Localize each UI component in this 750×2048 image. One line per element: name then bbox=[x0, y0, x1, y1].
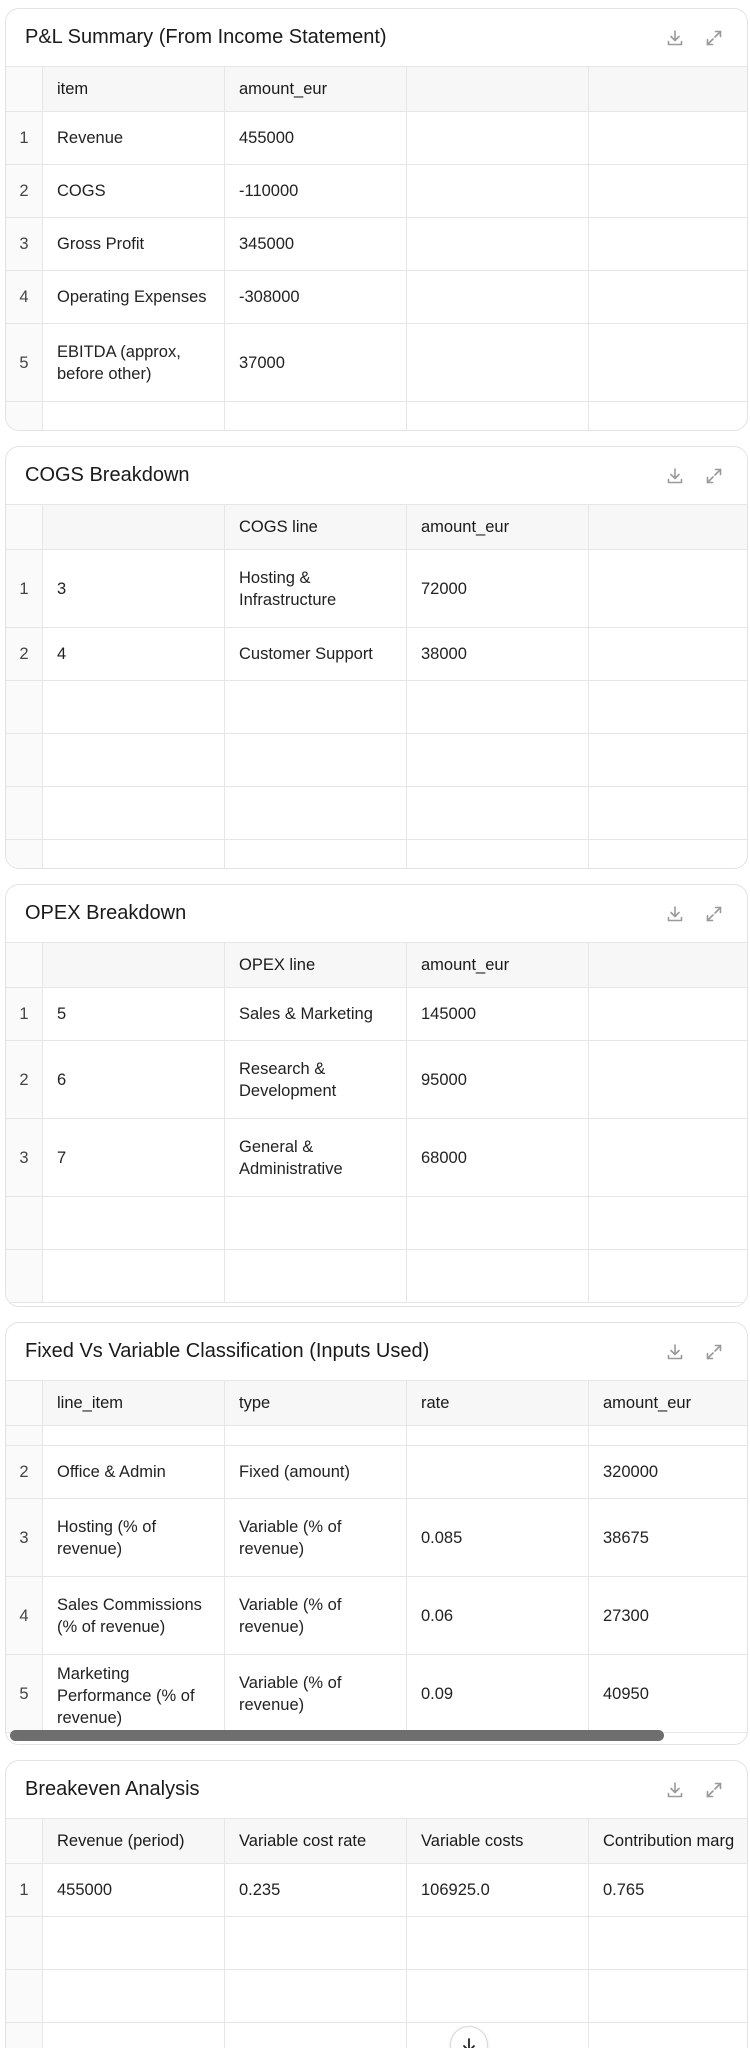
table-cell[interactable]: -110000 bbox=[225, 165, 407, 217]
empty-cell bbox=[589, 1119, 747, 1196]
table-row[interactable] bbox=[6, 1446, 747, 1499]
pl-summary-table[interactable] bbox=[6, 67, 747, 430]
table-cell[interactable]: 38000 bbox=[407, 628, 589, 680]
empty-cell bbox=[589, 628, 747, 680]
empty-cell bbox=[43, 1970, 225, 2022]
column-header[interactable]: amount_eur bbox=[225, 67, 407, 111]
table-cell[interactable]: 0.765 bbox=[603, 1881, 645, 1899]
empty-cell bbox=[589, 734, 747, 786]
column-header[interactable] bbox=[43, 943, 225, 987]
breakeven-header bbox=[6, 1761, 747, 1819]
empty-row bbox=[6, 402, 747, 430]
opex-title: OPEX Breakdown bbox=[25, 902, 187, 924]
column-header[interactable]: OPEX line bbox=[225, 943, 407, 987]
arrow-down-icon bbox=[460, 2036, 478, 2048]
cogs-table[interactable] bbox=[6, 505, 747, 868]
breakeven-card bbox=[5, 1760, 748, 2048]
table-cell[interactable]: 0.235 bbox=[225, 1864, 407, 1916]
download-button[interactable] bbox=[661, 1338, 689, 1366]
empty-row bbox=[6, 840, 747, 868]
cogs-header bbox=[6, 447, 747, 505]
table-cell[interactable]: General & Administrative bbox=[225, 1119, 407, 1196]
table-cell[interactable]: Operating Expenses bbox=[43, 271, 225, 323]
table-cell[interactable]: 106925.0 bbox=[407, 1864, 589, 1916]
table-cell[interactable]: Customer Support bbox=[225, 628, 407, 680]
column-header[interactable]: item bbox=[43, 67, 225, 111]
table-row[interactable] bbox=[6, 271, 747, 324]
opex-header bbox=[6, 885, 747, 943]
empty-cell bbox=[225, 1250, 407, 1302]
table-cell[interactable]: 37000 bbox=[225, 324, 407, 401]
empty-cell bbox=[407, 67, 589, 111]
table-header-row bbox=[6, 943, 747, 988]
table-row[interactable] bbox=[6, 1577, 747, 1655]
column-header[interactable]: line_item bbox=[43, 1381, 225, 1425]
row-index: 4 bbox=[6, 271, 43, 323]
expand-button[interactable] bbox=[700, 900, 728, 928]
index-header bbox=[6, 943, 43, 987]
fixed-variable-title: Fixed Vs Variable Classification (Inputs Used) bbox=[25, 1340, 430, 1362]
row-index: 3 bbox=[6, 1119, 43, 1196]
download-button[interactable] bbox=[661, 462, 689, 490]
row-index bbox=[6, 840, 43, 868]
download-icon bbox=[665, 466, 685, 486]
table-cell[interactable]: 0.09 bbox=[407, 1655, 589, 1732]
fixed-variable-card bbox=[5, 1322, 748, 1745]
opex-breakdown-card bbox=[5, 884, 748, 1307]
table-header-row bbox=[6, 1819, 747, 1864]
table-cell[interactable]: 6 bbox=[43, 1041, 225, 1118]
table-row[interactable] bbox=[6, 324, 747, 402]
table-cell[interactable]: COGS bbox=[43, 165, 225, 217]
table-cell[interactable]: 0.06 bbox=[407, 1577, 589, 1654]
row-index bbox=[6, 787, 43, 839]
download-icon bbox=[665, 28, 685, 48]
empty-cell bbox=[407, 787, 589, 839]
expand-button[interactable] bbox=[700, 1338, 728, 1366]
table-header-row bbox=[6, 505, 747, 550]
column-header[interactable]: Variable cost rate bbox=[225, 1819, 407, 1863]
column-header[interactable]: Revenue (period) bbox=[43, 1819, 225, 1863]
table-cell[interactable]: 72000 bbox=[407, 550, 589, 627]
column-header[interactable]: COGS line bbox=[225, 505, 407, 549]
table-cell[interactable]: 320000 bbox=[603, 1463, 659, 1481]
expand-icon bbox=[704, 904, 724, 924]
empty-row bbox=[6, 1970, 747, 2023]
column-header[interactable]: Variable costs bbox=[407, 1819, 589, 1863]
empty-cell bbox=[225, 2023, 407, 2048]
empty-cell bbox=[43, 681, 225, 733]
row-index bbox=[6, 1970, 43, 2022]
table-cell[interactable]: Variable (% of revenue) bbox=[225, 1499, 407, 1576]
row-index: 5 bbox=[6, 1655, 43, 1732]
column-header[interactable]: Contribution marg bbox=[603, 1832, 735, 1850]
empty-cell bbox=[407, 734, 589, 786]
table-header-row bbox=[6, 67, 747, 112]
table-row[interactable] bbox=[6, 165, 747, 218]
row-index: 1 bbox=[6, 112, 43, 164]
table-cell[interactable]: 7 bbox=[43, 1119, 225, 1196]
table-cell[interactable]: EBITDA (approx, before other) bbox=[43, 324, 225, 401]
index-header bbox=[6, 1819, 43, 1863]
table-row[interactable] bbox=[6, 1119, 747, 1197]
table-cell[interactable]: Fixed (amount) bbox=[225, 1446, 407, 1498]
table-cell[interactable]: Research & Development bbox=[225, 1041, 407, 1118]
expand-icon bbox=[704, 466, 724, 486]
table-cell[interactable]: Marketing Performance (% of revenue) bbox=[43, 1655, 225, 1732]
table-row[interactable] bbox=[6, 218, 747, 271]
row-index: 4 bbox=[6, 1577, 43, 1654]
table-cell[interactable]: 145000 bbox=[407, 988, 589, 1040]
empty-cell bbox=[589, 1250, 747, 1302]
empty-cell bbox=[225, 734, 407, 786]
download-button[interactable] bbox=[661, 24, 689, 52]
empty-row bbox=[6, 1250, 747, 1303]
index-header bbox=[6, 67, 43, 111]
empty-cell bbox=[43, 734, 225, 786]
empty-row bbox=[6, 1917, 747, 1970]
fixed-variable-header bbox=[6, 1323, 747, 1381]
row-index bbox=[6, 1917, 43, 1969]
expand-icon bbox=[704, 1342, 724, 1362]
empty-cell bbox=[225, 1970, 407, 2022]
row-index: 3 bbox=[6, 1499, 43, 1576]
download-icon bbox=[665, 904, 685, 924]
expand-icon bbox=[704, 28, 724, 48]
empty-cell bbox=[407, 1250, 589, 1302]
empty-cell bbox=[225, 787, 407, 839]
empty-cell bbox=[589, 1197, 747, 1249]
empty-cell bbox=[589, 943, 747, 987]
empty-cell bbox=[407, 402, 589, 430]
table-cell[interactable] bbox=[407, 1446, 589, 1498]
empty-cell bbox=[589, 1041, 747, 1118]
pl-summary-title: P&L Summary (From Income Statement) bbox=[25, 26, 387, 48]
column-header[interactable]: rate bbox=[407, 1381, 589, 1425]
empty-cell bbox=[407, 112, 589, 164]
table-cell[interactable]: Gross Profit bbox=[43, 218, 225, 270]
breakeven-title: Breakeven Analysis bbox=[25, 1778, 200, 1800]
download-button[interactable] bbox=[661, 1776, 689, 1804]
breakeven-table[interactable] bbox=[6, 1819, 747, 2048]
table-cell[interactable]: Revenue bbox=[43, 112, 225, 164]
empty-row bbox=[6, 734, 747, 787]
empty-cell bbox=[43, 2023, 225, 2048]
row-index: 1 bbox=[6, 988, 43, 1040]
empty-cell bbox=[589, 1917, 747, 1969]
row-index bbox=[6, 2023, 43, 2048]
row-index: 3 bbox=[6, 218, 43, 270]
row-index bbox=[6, 402, 43, 430]
table-cell[interactable]: -308000 bbox=[225, 271, 407, 323]
table-row[interactable] bbox=[6, 988, 747, 1041]
download-button[interactable] bbox=[661, 900, 689, 928]
table-cell[interactable]: Hosting & Infrastructure bbox=[225, 550, 407, 627]
empty-cell bbox=[43, 787, 225, 839]
empty-row bbox=[6, 681, 747, 734]
table-cell[interactable]: 3 bbox=[43, 550, 225, 627]
row-index: 1 bbox=[6, 1864, 43, 1916]
table-cell[interactable]: 0.085 bbox=[407, 1499, 589, 1576]
empty-cell bbox=[225, 1197, 407, 1249]
table-cell[interactable]: Office & Admin bbox=[43, 1446, 225, 1498]
table-row[interactable] bbox=[6, 1655, 747, 1733]
row-index: 2 bbox=[6, 165, 43, 217]
empty-cell bbox=[407, 681, 589, 733]
table-row[interactable] bbox=[6, 1499, 747, 1577]
table-cell[interactable]: 27300 bbox=[603, 1606, 649, 1625]
table-cell[interactable]: Variable (% of revenue) bbox=[225, 1655, 407, 1732]
table-row[interactable] bbox=[6, 1041, 747, 1119]
column-header[interactable]: amount_eur bbox=[407, 505, 589, 549]
empty-cell bbox=[225, 402, 407, 430]
empty-cell bbox=[407, 324, 589, 401]
row-index: 5 bbox=[6, 324, 43, 401]
opex-table[interactable] bbox=[6, 943, 747, 1306]
table-cell[interactable]: 40950 bbox=[603, 1684, 649, 1703]
expand-icon bbox=[704, 1780, 724, 1800]
table-cell[interactable]: Sales & Marketing bbox=[225, 988, 407, 1040]
row-index bbox=[6, 734, 43, 786]
empty-cell bbox=[407, 1970, 589, 2022]
empty-cell bbox=[43, 402, 225, 430]
fixed-variable-table[interactable] bbox=[6, 1381, 747, 1744]
empty-row bbox=[6, 787, 747, 840]
index-header bbox=[6, 1381, 43, 1425]
empty-cell bbox=[43, 1917, 225, 1969]
table-row[interactable] bbox=[6, 1864, 747, 1917]
empty-cell bbox=[589, 550, 747, 627]
empty-cell bbox=[43, 840, 225, 868]
empty-row bbox=[6, 1197, 747, 1250]
column-header[interactable]: amount_eur bbox=[407, 943, 589, 987]
empty-cell bbox=[407, 271, 589, 323]
empty-cell bbox=[43, 1250, 225, 1302]
empty-cell bbox=[407, 1917, 589, 1969]
empty-cell bbox=[225, 681, 407, 733]
expand-button[interactable] bbox=[700, 24, 728, 52]
pl-summary-card bbox=[5, 8, 748, 431]
table-cell[interactable]: 455000 bbox=[43, 1864, 225, 1916]
row-index bbox=[6, 681, 43, 733]
empty-cell bbox=[225, 1917, 407, 1969]
row-index bbox=[6, 1250, 43, 1302]
table-row[interactable] bbox=[6, 628, 747, 681]
table-cell[interactable]: 68000 bbox=[407, 1119, 589, 1196]
empty-cell bbox=[589, 840, 747, 868]
horizontal-scrollbar[interactable] bbox=[10, 1730, 664, 1741]
table-cell[interactable]: 95000 bbox=[407, 1041, 589, 1118]
empty-cell bbox=[407, 2023, 589, 2048]
empty-cell bbox=[407, 1197, 589, 1249]
table-row[interactable] bbox=[6, 550, 747, 628]
table-cell[interactable]: 38675 bbox=[603, 1528, 649, 1547]
download-icon bbox=[665, 1342, 685, 1362]
empty-cell bbox=[407, 840, 589, 868]
empty-cell bbox=[589, 988, 747, 1040]
empty-cell bbox=[589, 1970, 747, 2022]
empty-row bbox=[6, 2023, 747, 2048]
table-header-row bbox=[6, 1381, 747, 1426]
empty-cell bbox=[407, 165, 589, 217]
table-cell[interactable]: 345000 bbox=[225, 218, 407, 270]
row-index: 2 bbox=[6, 628, 43, 680]
table-cell[interactable]: Variable (% of revenue) bbox=[225, 1577, 407, 1654]
pl-summary-header bbox=[6, 9, 747, 67]
empty-cell bbox=[43, 1197, 225, 1249]
table-cell[interactable]: 455000 bbox=[225, 112, 407, 164]
empty-cell bbox=[589, 505, 747, 549]
empty-cell bbox=[589, 787, 747, 839]
row-index: 2 bbox=[6, 1041, 43, 1118]
cogs-breakdown-card bbox=[5, 446, 748, 869]
empty-cell bbox=[589, 681, 747, 733]
empty-cell bbox=[407, 218, 589, 270]
table-cell[interactable]: Sales Commissions (% of revenue) bbox=[43, 1577, 225, 1654]
table-cell[interactable]: 4 bbox=[43, 628, 225, 680]
expand-button[interactable] bbox=[700, 1776, 728, 1804]
table-cell[interactable]: Hosting (% of revenue) bbox=[43, 1499, 225, 1576]
row-index bbox=[6, 1197, 43, 1249]
empty-cell bbox=[225, 840, 407, 868]
column-header[interactable]: type bbox=[225, 1381, 407, 1425]
expand-button[interactable] bbox=[700, 462, 728, 490]
row-index: 1 bbox=[6, 550, 43, 627]
column-header[interactable]: amount_eur bbox=[603, 1394, 692, 1412]
table-row[interactable] bbox=[6, 112, 747, 165]
cogs-title: COGS Breakdown bbox=[25, 464, 190, 486]
empty-cell bbox=[589, 2023, 747, 2048]
index-header bbox=[6, 505, 43, 549]
column-header[interactable] bbox=[43, 505, 225, 549]
row-index: 2 bbox=[6, 1446, 43, 1498]
download-icon bbox=[665, 1780, 685, 1800]
table-cell[interactable]: 5 bbox=[43, 988, 225, 1040]
